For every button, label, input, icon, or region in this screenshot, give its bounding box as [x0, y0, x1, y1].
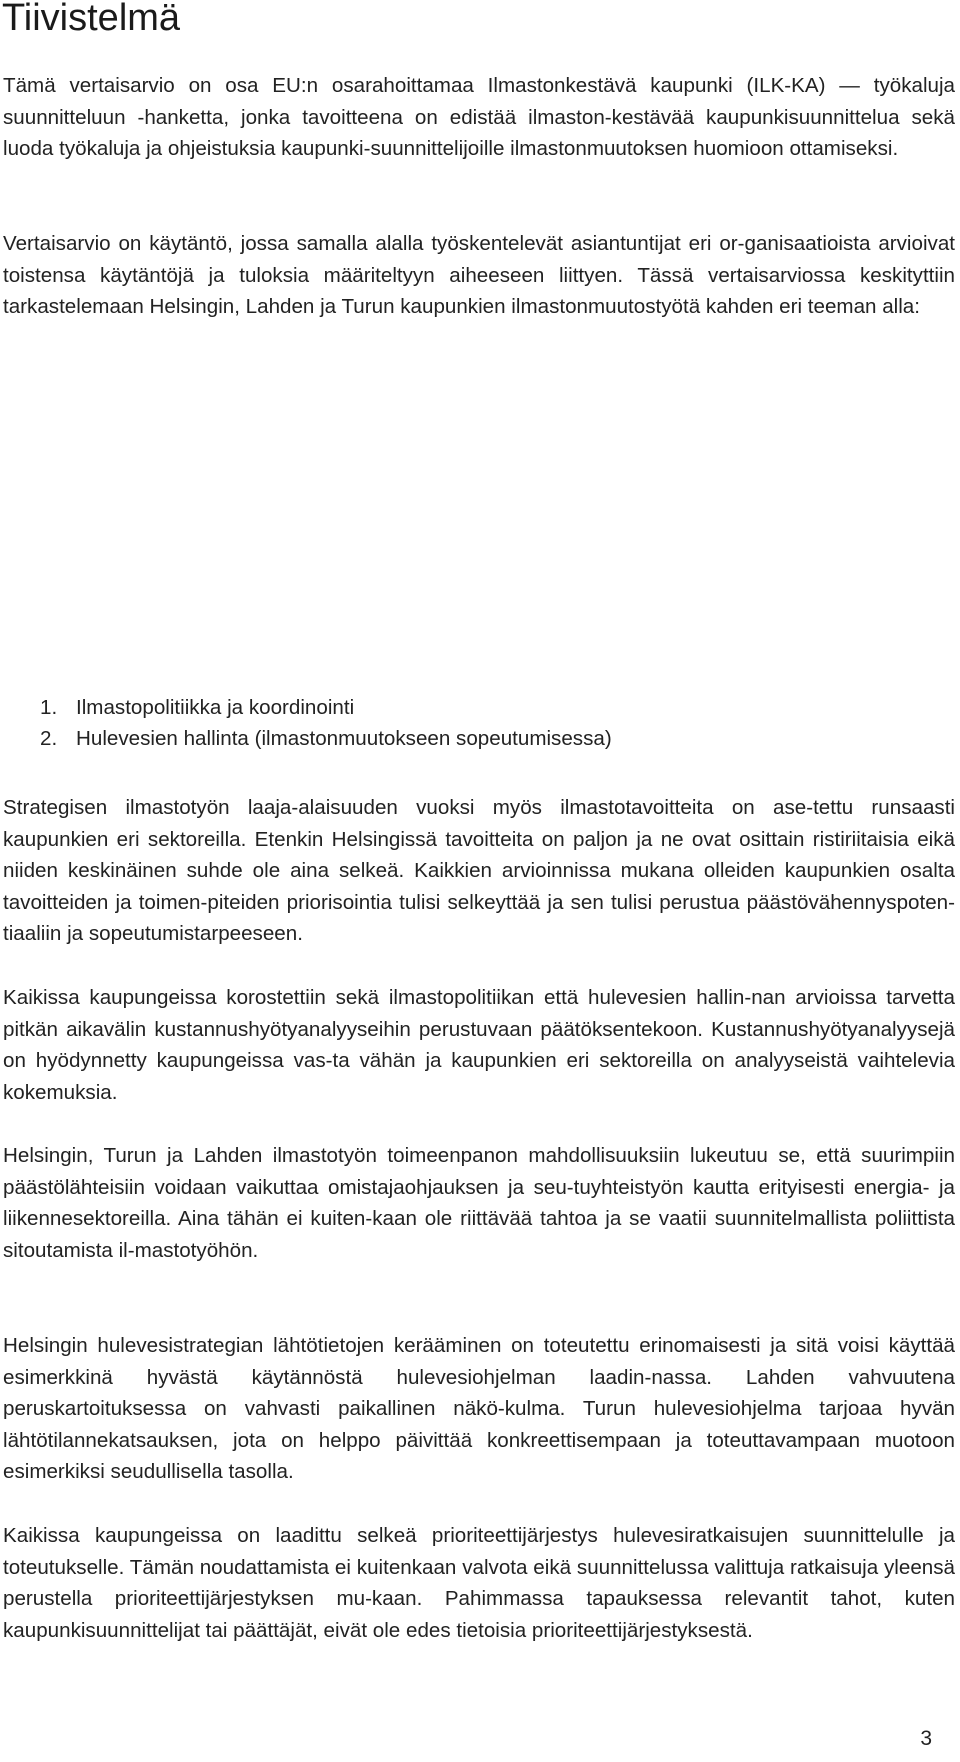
page-number	[0, 1727, 960, 1751]
paragraph-strategic-goals: Strategisen ilmastotyön laaja-alaisuuden vuoksi myös ilmastotavoitteita on ase-tettu runsaasti kaupunkien eri sektoreilla. Etenkin Helsingissä tavoitteita on paljon ja ne ovat osittain ristiriitaisia eikä niiden keskinäinen suhde ole aina selkeä. Kaikkien arvioinnissa mukana olleiden kaupunkien osalta tavoitteiden ja toimen-piteiden priorisointia tulisi selkeyttää ja sen tulisi perustua päästövähennyspoten-tiaaliin ja sopeutumistarpeeseen.	[3, 796, 955, 946]
theme-list	[40, 692, 612, 754]
paragraph-intro: Tämä vertaisarvio on osa EU:n osarahoittamaa Ilmastonkestävä kaupunki (ILK-KA) — työkaluja suunnitteluun -hanketta, jonka tavoitteena on edistää ilmaston-kestävää kaupunkisuunnittelua sekä luoda työkaluja ja ohjeistuksia kaupunki-suunnittelijoille ilmastonmuutoksen huomioon ottamiseksi.	[3, 74, 955, 161]
paragraph-peer-review: Vertaisarvio on käytäntö, jossa samalla alalla työskentelevät asiantuntijat eri or-ganisaatioista arvioivat toistensa käytäntöjä ja tuloksia määriteltyyn aiheeseen liittyen. Tässä vertaisarviossa keskityttiin tarkastelemaan Helsingin, Lahden ja Turun kaupunkien ilmastonmuutostyötä kahden eri teeman alla:	[3, 232, 955, 319]
list-item-label: Hulevesien hallinta (ilmastonmuutokseen sopeutumisessa)	[76, 727, 612, 750]
list-item-label: Ilmastopolitiikka ja koordinointi	[76, 696, 355, 719]
paragraph-cost-benefit: Kaikissa kaupungeissa korostettiin sekä ilmastopolitiikan että hulevesien hallin-nan arvioissa tarvetta pitkän aikavälin kustannushyötyanalyyseihin perustuvaan päätöksentekoon. Kustannushyötyanalyysejä on hyödynnetty kaupungeissa vas-ta vähän ja kaupunkien eri sektoreilla on analyyseistä vaihtelevia kokemuksia.	[3, 986, 955, 1104]
paragraph-stormwater-strategy: Helsingin hulevesistrategian lähtötietojen kerääminen on toteutettu erinomaisesti ja sitä voisi käyttää esimerkkinä hyvästä käytännöstä hulevesiohjelman laadin-nassa. Lahden vahvuutena peruskartoituksessa on vahvasti paikallinen näkö-kulma. Turun hulevesiohjelma tarjoaa hyvän lähtötilannekatsauksen, jota on helppo päivittää konkreettisempaan ja toteuttavampaan muotoon esimerkiksi seudullisella tasolla.	[3, 1334, 955, 1484]
paragraph-implementation: Helsingin, Turun ja Lahden ilmastotyön toimeenpanon mahdollisuuksiin lukeutuu se, että suurimpiin päästölähteisiin voidaan vaikuttaa omistajaohjauksen ja seu-tuyhteistyön kautta erityisesti energia- ja liikennesektoreilla. Aina tähän ei kuiten-kaan ole riittävää tahtoa ja se vaatii suunnitelmallista poliittista sitoutamista il-mastotyöhön.	[3, 1144, 955, 1262]
list-item-number: 2.	[40, 727, 58, 750]
page-title: Tiivistelmä	[2, 0, 181, 39]
list-item	[40, 723, 612, 754]
page-number-text: 3	[920, 1727, 932, 1750]
list-item-number: 1.	[40, 696, 58, 719]
paragraph-priority-order: Kaikissa kaupungeissa on laadittu selkeä prioriteettijärjestys hulevesiratkaisujen suunnittelulle ja toteutukselle. Tämän noudattamista ei kuitenkaan valvota eikä suunnittelussa valittuja ratkaisuja yleensä perustella prioriteettijärjestyksen mu-kaan. Pahimmassa tapauksessa relevantit tahot, kuten kaupunkisuunnittelijat tai päättäjät, eivät ole edes tietoisia prioriteettijärjestyksestä.	[3, 1524, 955, 1642]
list-item	[40, 692, 612, 723]
